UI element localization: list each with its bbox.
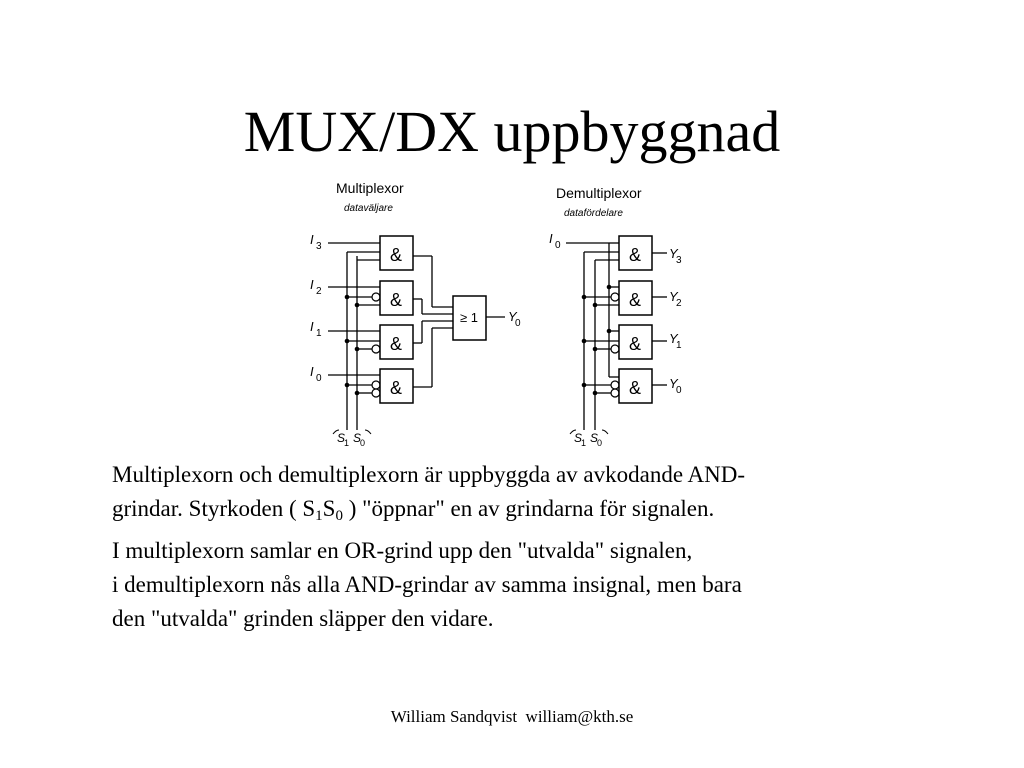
svg-text:2: 2 (676, 298, 682, 309)
dx-output-label-0 (669, 376, 682, 396)
svg-text:0: 0 (555, 240, 561, 251)
svg-text:0: 0 (316, 373, 322, 384)
svg-text:Y: Y (669, 246, 678, 261)
mux-or-gate (453, 296, 486, 340)
body-text (112, 458, 912, 644)
svg-text:&: & (628, 378, 642, 398)
dx-and-gate-0 (619, 369, 652, 403)
svg-text:0: 0 (676, 385, 682, 396)
dx-output-label-1 (669, 331, 682, 351)
mux-and-gate-3 (380, 236, 413, 270)
paragraph-1 (112, 458, 912, 526)
svg-text:1: 1 (344, 438, 350, 448)
mux-and-gate-1 (380, 325, 413, 359)
svg-text:I: I (549, 231, 553, 246)
svg-text:1: 1 (316, 328, 322, 339)
select-index-1: 1 (315, 508, 323, 524)
page-title: MUX/DX uppbyggnad (243, 99, 781, 164)
dx-heading: Demultiplexor (556, 185, 642, 201)
mux-heading: Multiplexor (336, 180, 404, 196)
svg-text:S: S (574, 431, 583, 445)
dx-select-labels (570, 430, 608, 448)
svg-text:S: S (353, 431, 362, 445)
dx-subheading: datafördelare (564, 208, 623, 219)
dx-input-label (549, 231, 561, 251)
mux-output-label (508, 309, 521, 329)
svg-text:3: 3 (676, 255, 682, 266)
mux-subheading: dataväljare (344, 203, 393, 214)
mux-input-label-3 (310, 232, 322, 252)
paragraph-2-line-3: den "utvalda" grinden släpper den vidare. (112, 606, 494, 631)
svg-text:I: I (310, 319, 314, 334)
mux-input-label-2 (310, 277, 322, 297)
svg-text:0: 0 (597, 438, 603, 448)
paragraph-1-line-1: Multiplexorn och demultiplexorn är uppbyggda av avkodande AND- (112, 462, 745, 487)
dx-output-label-2 (669, 289, 682, 309)
footer: William Sandqvist william@kth.se (390, 707, 634, 726)
svg-text:I: I (310, 364, 314, 379)
paragraph-1-line-2c: ) "öppnar" en av grindarna för signalen. (342, 496, 715, 521)
mux-input-label-0 (310, 364, 322, 384)
svg-text:1: 1 (676, 340, 682, 351)
paragraph-2-line-1: I multiplexorn samlar en OR-grind upp den "utvalda" signalen, (112, 538, 693, 563)
mux-select-labels (333, 430, 371, 448)
svg-text:I: I (310, 277, 314, 292)
svg-text:2: 2 (316, 286, 322, 297)
dx-and-gate-1 (619, 325, 652, 359)
paragraph-1-line-2b: S (322, 496, 336, 521)
svg-text:&: & (628, 245, 642, 265)
paragraph-2 (112, 534, 912, 636)
demultiplexor-diagram (549, 185, 682, 448)
svg-text:&: & (389, 245, 403, 265)
multiplexor-diagram (310, 180, 521, 448)
svg-text:Y: Y (669, 376, 678, 391)
svg-text:&: & (628, 334, 642, 354)
svg-text:S: S (590, 431, 599, 445)
paragraph-1-line-2a: grindar. Styrkoden ( S (112, 496, 316, 521)
dx-and-gate-2 (619, 281, 652, 315)
svg-text:0: 0 (360, 438, 366, 448)
paragraph-2-line-2: i demultiplexorn nås alla AND-grindar av samma insignal, men bara (112, 572, 742, 597)
svg-text:S: S (337, 431, 346, 445)
svg-text:&: & (628, 290, 642, 310)
svg-text:&: & (389, 334, 403, 354)
mux-and-gate-0 (380, 369, 413, 403)
svg-text:1: 1 (581, 438, 587, 448)
svg-text:0: 0 (515, 318, 521, 329)
mux-input-label-1 (310, 319, 322, 339)
mux-and-gate-2 (380, 281, 413, 315)
dx-and-gate-3 (619, 236, 652, 270)
svg-text:≥ 1: ≥ 1 (460, 310, 478, 325)
svg-text:Y: Y (669, 331, 678, 346)
dx-output-label-3 (669, 246, 682, 266)
svg-text:I: I (310, 232, 314, 247)
svg-text:Y: Y (508, 309, 517, 324)
select-index-0: 0 (335, 508, 343, 524)
svg-text:&: & (389, 290, 403, 310)
svg-text:Y: Y (669, 289, 678, 304)
svg-text:&: & (389, 378, 403, 398)
svg-text:3: 3 (316, 241, 322, 252)
